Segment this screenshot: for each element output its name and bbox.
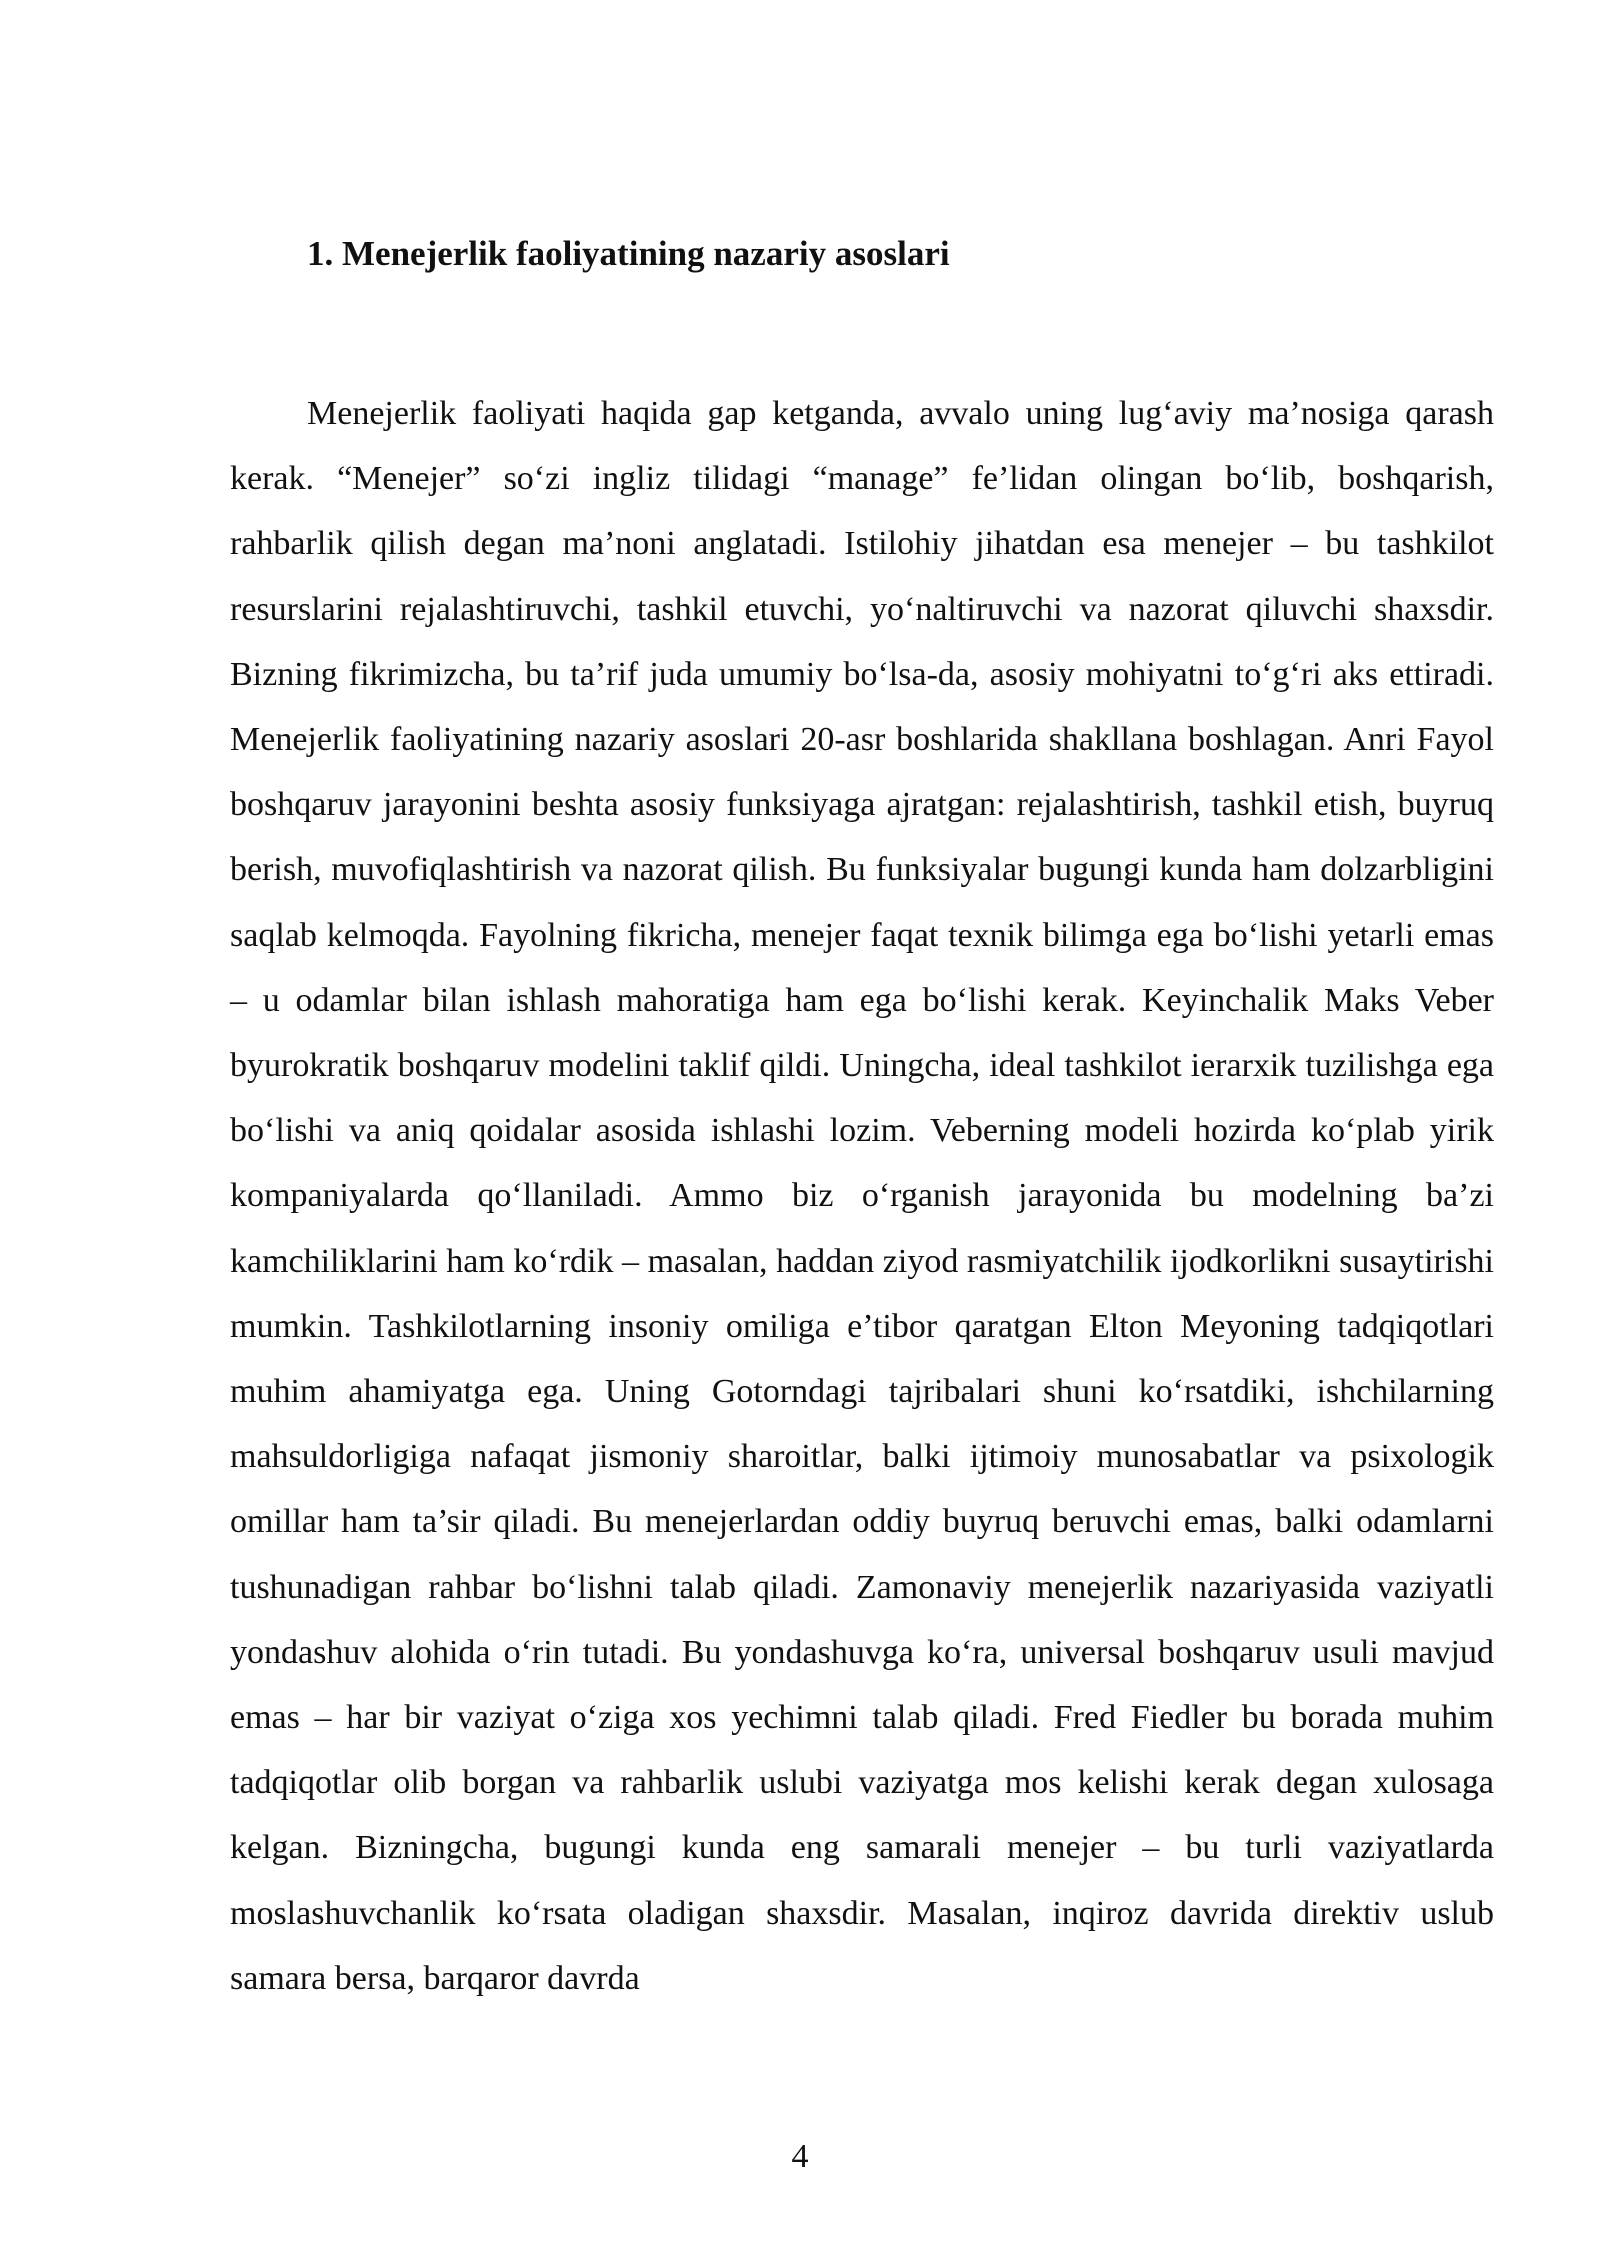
page-number: 4 — [791, 2138, 809, 2175]
body-paragraph: Menejerlik faoliyati haqida gap ketganda, avvalo uning lug‘aviy ma’nosiga qarash kerak. “Menejer” so‘zi ingliz tilidagi “manage” fe’lidan olingan bo‘lib, boshqarish, rahbarlik qilish degan ma’noni anglatadi. Istilohiy jihatdan esa menejer – bu tashkilot resurslarini rejalashtiruvchi, tashkil etuvchi, yo‘naltiruvchi va nazorat qiluvchi shaxsdir. Bizning fikrimizcha, bu ta’rif juda umumiy bo‘lsa-da, asosiy mohiyatni to‘g‘ri aks ettiradi. Menejerlik faoliyatining nazariy asoslari 20-asr boshlarida shakllana boshlagan. Anri Fayol boshqaruv jarayonini beshta asosiy funksiyaga ajratgan: rejalashtirish, tashkil etish, buyruq berish, muvofiqlashtirish va nazorat qilish. Bu funksiyalar bugungi kunda ham dolzarbligini saqlab kelmoqda. Fayolning fikricha, menejer faqat texnik bilimga ega bo‘lishi yetarli emas – u odamlar bilan ishlash mahoratiga ham ega bo‘lishi kerak. Keyinchalik Maks Veber byurokratik boshqaruv modelini taklif qildi. Uningcha, ideal tashkilot ierarxik tuzilishga ega bo‘lishi va aniq qoidalar asosida ishlashi lozim. Veberning modeli hozirda ko‘plab yirik kompaniyalarda qo‘llaniladi. Ammo biz o‘rganish jarayonida bu modelning ba’zi kamchiliklarini ham ko‘rdik – masalan, haddan ziyod rasmiyatchilik ijodkorlikni susaytirishi mumkin. Tashkilotlarning insoniy omiliga e’tibor qaratgan Elton Meyoning tadqiqotlari muhim ahamiyatga ega. Uning Gotorndagi tajribalari shuni ko‘rsatdiki, ishchilarning mahsuldorligiga nafaqat jismoniy sharoitlar, balki ijtimoiy munosabatlar va psixologik omillar ham ta’sir qiladi. Bu menejerlardan oddiy buyruq beruvchi emas, balki odamlarni tushunadigan rahbar bo‘lishni talab qiladi. Zamonaviy menejerlik nazariyasida vaziyatli yondashuv alohida o‘rin tutadi. Bu yondashuvga ko‘ra, universal boshqaruv usuli mavjud emas – har bir vaziyat o‘ziga xos yechimni talab qiladi. Fred Fiedler bu borada muhim tadqiqotlar olib borgan va rahbarlik uslubi vaziyatga mos kelishi kerak degan xulosaga kelgan. Bizningcha, bugungi kunda eng samarali menejer – bu turli vaziyatlarda moslashuvchanlik ko‘rsata oladigan shaxsdir. Masalan, inqiroz davrida direktiv uslub samara bersa, barqaror davrda — [230, 395, 1494, 1997]
section-heading: 1. Menejerlik faoliyatining nazariy asoslari — [307, 234, 950, 273]
